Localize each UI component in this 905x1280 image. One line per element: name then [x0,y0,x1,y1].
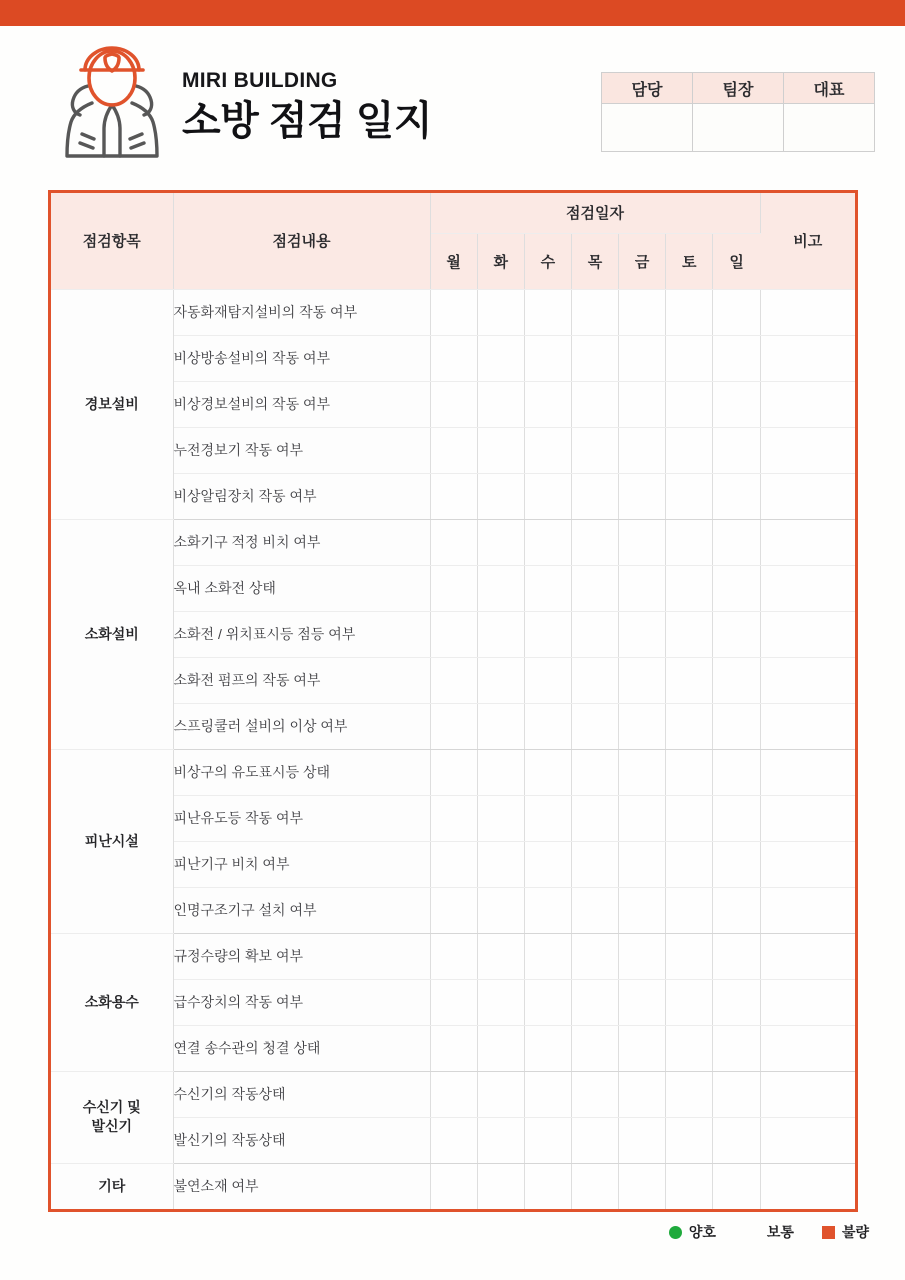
mark-cell-토[interactable] [666,381,713,427]
detail-cell: 비상경보설비의 작동 여부 [173,381,430,427]
mark-cell-목[interactable] [571,611,618,657]
mark-cell-수[interactable] [524,1163,571,1209]
legend [669,1222,869,1242]
mark-cell-목[interactable] [571,289,618,335]
mark-cell-화[interactable] [477,519,524,565]
brand-block [58,42,432,166]
mark-cell-금[interactable] [619,887,666,933]
mark-cell-금[interactable] [619,795,666,841]
legend-item-good [669,1222,716,1242]
mark-cell-금[interactable] [619,933,666,979]
table-row [51,749,855,795]
mark-cell-화[interactable] [477,979,524,1025]
approval-column [693,73,784,152]
mark-cell-월[interactable] [430,657,477,703]
mark-cell-화[interactable] [477,565,524,611]
mark-cell-일[interactable] [713,795,760,841]
mark-cell-목[interactable] [571,473,618,519]
detail-cell: 연결 송수관의 청결 상태 [173,1025,430,1071]
detail-cell: 불연소재 여부 [173,1163,430,1209]
table-row [51,933,855,979]
mark-cell-일[interactable] [713,427,760,473]
mark-cell-월[interactable] [430,1163,477,1209]
mark-cell-금[interactable] [619,473,666,519]
mark-cell-수[interactable] [524,749,571,795]
detail-cell: 급수장치의 작동 여부 [173,979,430,1025]
bad-square-icon [822,1226,835,1239]
remark-cell[interactable] [760,473,855,519]
mark-cell-일[interactable] [713,611,760,657]
table-row [51,1163,855,1209]
remark-cell[interactable] [760,749,855,795]
mark-cell-월[interactable] [430,611,477,657]
mark-cell-토[interactable] [666,703,713,749]
legend-item-bad [822,1222,869,1242]
mark-cell-화[interactable] [477,795,524,841]
remark-cell[interactable] [760,657,855,703]
mark-cell-금[interactable] [619,1163,666,1209]
mark-cell-화[interactable] [477,841,524,887]
mark-cell-금[interactable] [619,289,666,335]
mark-cell-목[interactable] [571,657,618,703]
mark-cell-금[interactable] [619,1117,666,1163]
category-cell: 기타 [51,1163,173,1209]
mark-cell-금[interactable] [619,381,666,427]
mark-cell-화[interactable] [477,749,524,795]
col-header-remark: 비고 [760,193,855,289]
mark-cell-월[interactable] [430,427,477,473]
detail-cell: 비상구의 유도표시등 상태 [173,749,430,795]
mark-cell-금[interactable] [619,519,666,565]
remark-cell[interactable] [760,611,855,657]
mark-cell-목[interactable] [571,381,618,427]
detail-cell: 스프링쿨러 설비의 이상 여부 [173,703,430,749]
brand-subtitle: MIRI BUILDING [182,68,338,92]
table-head [51,193,855,289]
mark-cell-토[interactable] [666,1025,713,1071]
mark-cell-토[interactable] [666,933,713,979]
table-row [51,289,855,335]
mark-cell-수[interactable] [524,887,571,933]
mark-cell-목[interactable] [571,335,618,381]
remark-cell[interactable] [760,427,855,473]
mark-cell-화[interactable] [477,381,524,427]
mark-cell-목[interactable] [571,887,618,933]
mark-cell-목[interactable] [571,565,618,611]
mark-cell-수[interactable] [524,933,571,979]
mark-cell-목[interactable] [571,427,618,473]
detail-cell: 누전경보기 작동 여부 [173,427,430,473]
detail-cell: 비상알림장치 작동 여부 [173,473,430,519]
mark-cell-일[interactable] [713,381,760,427]
mark-cell-화[interactable] [477,933,524,979]
mark-cell-수[interactable] [524,565,571,611]
mark-cell-목[interactable] [571,1071,618,1117]
detail-cell: 발신기의 작동상태 [173,1117,430,1163]
mark-cell-목[interactable] [571,841,618,887]
mark-cell-토[interactable] [666,335,713,381]
mark-cell-화[interactable] [477,887,524,933]
mark-cell-수[interactable] [524,427,571,473]
mark-cell-수[interactable] [524,611,571,657]
mark-cell-일[interactable] [713,657,760,703]
mark-cell-목[interactable] [571,1025,618,1071]
col-header-item: 점검항목 [51,193,173,289]
col-header-day-1: 화 [477,233,524,289]
legend-label-good: 양호 [688,1224,716,1240]
mark-cell-월[interactable] [430,1071,477,1117]
mark-cell-수[interactable] [524,1117,571,1163]
table-body [51,289,855,1209]
mark-cell-목[interactable] [571,1117,618,1163]
mark-cell-일[interactable] [713,979,760,1025]
mark-cell-토[interactable] [666,749,713,795]
mark-cell-일[interactable] [713,289,760,335]
mark-cell-금[interactable] [619,335,666,381]
category-cell: 피난시설 [51,749,173,933]
remark-cell[interactable] [760,979,855,1025]
mark-cell-토[interactable] [666,1163,713,1209]
col-header-date-group: 점검일자 [430,193,760,233]
detail-cell: 소화기구 적정 비치 여부 [173,519,430,565]
mark-cell-금[interactable] [619,565,666,611]
mark-cell-금[interactable] [619,841,666,887]
remark-cell[interactable] [760,887,855,933]
mark-cell-일[interactable] [713,933,760,979]
mark-cell-토[interactable] [666,427,713,473]
mark-cell-월[interactable] [430,703,477,749]
col-header-day-6: 일 [713,233,760,289]
firefighter-icon [58,42,166,166]
remark-cell[interactable] [760,565,855,611]
category-cell: 소화설비 [51,519,173,749]
mark-cell-금[interactable] [619,427,666,473]
mark-cell-토[interactable] [666,887,713,933]
mark-cell-토[interactable] [666,979,713,1025]
mark-cell-화[interactable] [477,703,524,749]
col-header-day-5: 토 [666,233,713,289]
approval-signature-damdang[interactable] [602,104,692,151]
approval-label-teamjang: 팀장 [693,73,783,104]
approval-column [784,73,875,152]
mark-cell-목[interactable] [571,795,618,841]
mark-cell-일[interactable] [713,1117,760,1163]
mark-cell-월[interactable] [430,841,477,887]
mark-cell-수[interactable] [524,473,571,519]
good-circle-icon [669,1226,682,1239]
legend-item-fair [744,1222,794,1242]
mark-cell-월[interactable] [430,979,477,1025]
mark-cell-화[interactable] [477,1163,524,1209]
mark-cell-월[interactable] [430,519,477,565]
col-header-day-3: 목 [571,233,618,289]
document-header [0,26,905,186]
approval-label-damdang: 담당 [602,73,692,104]
mark-cell-화[interactable] [477,1025,524,1071]
mark-cell-토[interactable] [666,841,713,887]
mark-cell-일[interactable] [713,1025,760,1071]
mark-cell-수[interactable] [524,795,571,841]
mark-cell-수[interactable] [524,703,571,749]
mark-cell-화[interactable] [477,657,524,703]
top-accent-bar [0,0,905,26]
mark-cell-화[interactable] [477,473,524,519]
detail-cell: 인명구조기구 설치 여부 [173,887,430,933]
brand-text [182,65,432,144]
mark-cell-일[interactable] [713,749,760,795]
mark-cell-토[interactable] [666,1071,713,1117]
remark-cell[interactable] [760,841,855,887]
mark-cell-화[interactable] [477,1117,524,1163]
mark-cell-수[interactable] [524,519,571,565]
table-row [51,519,855,565]
mark-cell-화[interactable] [477,427,524,473]
detail-cell: 규정수량의 확보 여부 [173,933,430,979]
mark-cell-금[interactable] [619,657,666,703]
mark-cell-월[interactable] [430,887,477,933]
mark-cell-수[interactable] [524,1071,571,1117]
mark-cell-목[interactable] [571,1163,618,1209]
remark-cell[interactable] [760,335,855,381]
mark-cell-월[interactable] [430,565,477,611]
mark-cell-일[interactable] [713,519,760,565]
mark-cell-토[interactable] [666,657,713,703]
table-header-row-1 [51,193,855,233]
detail-cell: 피난유도등 작동 여부 [173,795,430,841]
mark-cell-금[interactable] [619,979,666,1025]
inspection-table-container [48,190,858,1212]
col-header-day-0: 월 [430,233,477,289]
detail-cell: 소화전 펌프의 작동 여부 [173,657,430,703]
mark-cell-일[interactable] [713,1163,760,1209]
category-cell: 수신기 및 발신기 [51,1071,173,1163]
remark-cell[interactable] [760,381,855,427]
mark-cell-수[interactable] [524,335,571,381]
category-cell: 경보설비 [51,289,173,519]
mark-cell-일[interactable] [713,887,760,933]
mark-cell-금[interactable] [619,1071,666,1117]
mark-cell-일[interactable] [713,703,760,749]
mark-cell-금[interactable] [619,611,666,657]
mark-cell-수[interactable] [524,381,571,427]
legend-label-fair: 보통 [766,1224,794,1240]
mark-cell-금[interactable] [619,703,666,749]
approval-column [602,73,693,152]
mark-cell-수[interactable] [524,1025,571,1071]
mark-cell-수[interactable] [524,289,571,335]
detail-cell: 피난기구 비치 여부 [173,841,430,887]
mark-cell-월[interactable] [430,381,477,427]
mark-cell-토[interactable] [666,795,713,841]
mark-cell-화[interactable] [477,611,524,657]
mark-cell-수[interactable] [524,841,571,887]
mark-cell-화[interactable] [477,289,524,335]
mark-cell-일[interactable] [713,335,760,381]
mark-cell-토[interactable] [666,289,713,335]
mark-cell-월[interactable] [430,335,477,381]
mark-cell-수[interactable] [524,657,571,703]
mark-cell-금[interactable] [619,749,666,795]
approval-label-daepyo: 대표 [784,73,874,104]
mark-cell-일[interactable] [713,565,760,611]
mark-cell-월[interactable] [430,1117,477,1163]
mark-cell-목[interactable] [571,519,618,565]
table-row [51,1071,855,1117]
mark-cell-월[interactable] [430,473,477,519]
remark-cell[interactable] [760,703,855,749]
approval-signature-daepyo[interactable] [784,104,874,151]
mark-cell-금[interactable] [619,1025,666,1071]
remark-cell[interactable] [760,933,855,979]
mark-cell-일[interactable] [713,1071,760,1117]
detail-cell: 비상방송설비의 작동 여부 [173,335,430,381]
mark-cell-월[interactable] [430,795,477,841]
mark-cell-토[interactable] [666,519,713,565]
mark-cell-월[interactable] [430,289,477,335]
remark-cell[interactable] [760,289,855,335]
remark-cell[interactable] [760,1163,855,1209]
detail-cell: 소화전 / 위치표시등 점등 여부 [173,611,430,657]
mark-cell-토[interactable] [666,1117,713,1163]
mark-cell-화[interactable] [477,1071,524,1117]
mark-cell-월[interactable] [430,749,477,795]
remark-cell[interactable] [760,1071,855,1117]
mark-cell-토[interactable] [666,473,713,519]
detail-cell: 옥내 소화전 상태 [173,565,430,611]
remark-cell[interactable] [760,795,855,841]
mark-cell-수[interactable] [524,979,571,1025]
detail-cell: 수신기의 작동상태 [173,1071,430,1117]
mark-cell-토[interactable] [666,611,713,657]
mark-cell-목[interactable] [571,703,618,749]
mark-cell-월[interactable] [430,1025,477,1071]
remark-cell[interactable] [760,1025,855,1071]
approval-signature-teamjang[interactable] [693,104,783,151]
mark-cell-토[interactable] [666,565,713,611]
mark-cell-목[interactable] [571,749,618,795]
category-cell: 소화용수 [51,933,173,1071]
col-header-detail: 점검내용 [173,193,430,289]
inspection-table [51,193,855,1209]
col-header-day-2: 수 [524,233,571,289]
col-header-day-4: 금 [619,233,666,289]
detail-cell: 자동화재탐지설비의 작동 여부 [173,289,430,335]
mark-cell-화[interactable] [477,335,524,381]
legend-label-bad: 불량 [841,1224,869,1240]
mark-cell-일[interactable] [713,473,760,519]
mark-cell-월[interactable] [430,933,477,979]
approval-box [601,72,875,152]
page-title: 소방 점검 일지 [182,98,433,143]
remark-cell[interactable] [760,1117,855,1163]
mark-cell-목[interactable] [571,979,618,1025]
mark-cell-일[interactable] [713,841,760,887]
mark-cell-목[interactable] [571,933,618,979]
remark-cell[interactable] [760,519,855,565]
